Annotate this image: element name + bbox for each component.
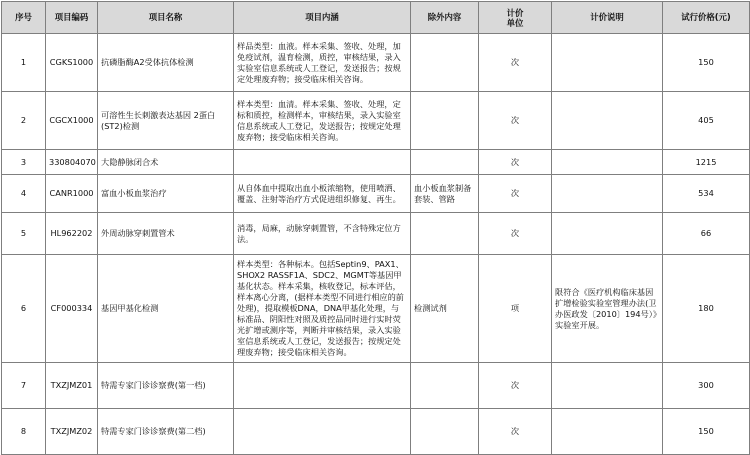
header-unit: 计价 单位	[479, 2, 552, 34]
table-row	[2, 255, 750, 363]
row-name: 抗磷脂酶A2受体抗体检测	[98, 34, 234, 92]
row-content: 从自体血中提取出血小板浓缩物，使用喷洒、覆盖、注射等治疗方式促进组织修复、再生。	[234, 175, 411, 213]
row-name: 特需专家门诊诊察费(第二档)	[98, 409, 234, 455]
row-unit: 次	[479, 363, 552, 409]
row-unit: 次	[479, 150, 552, 175]
row-code: 330804070	[46, 150, 98, 175]
row-name: 特需专家门诊诊察费(第一档)	[98, 363, 234, 409]
table-row	[2, 213, 750, 255]
header-note: 计价说明	[552, 2, 663, 34]
row-content	[234, 150, 411, 175]
header-seq: 序号	[2, 2, 46, 34]
row-note	[552, 34, 663, 92]
row-note	[552, 175, 663, 213]
row-price: 1215	[663, 150, 750, 175]
row-seq: 3	[2, 150, 46, 175]
row-name: 可溶性生长刺激表达基因 2蛋白(ST2)检测	[98, 92, 234, 150]
row-name: 大隐静脉闭合术	[98, 150, 234, 175]
row-price: 180	[663, 255, 750, 363]
row-content	[234, 363, 411, 409]
row-name: 富血小板血浆治疗	[98, 175, 234, 213]
row-seq: 6	[2, 255, 46, 363]
row-excluded	[411, 34, 479, 92]
row-excluded: 血小板血浆制备套装、管路	[411, 175, 479, 213]
row-code: CGKS1000	[46, 34, 98, 92]
row-price: 300	[663, 363, 750, 409]
row-content	[234, 92, 411, 150]
row-excluded	[411, 92, 479, 150]
row-note	[552, 363, 663, 409]
row-unit: 次	[479, 213, 552, 255]
row-price: 150	[663, 409, 750, 455]
row-seq: 4	[2, 175, 46, 213]
header-code: 项目编码	[46, 2, 98, 34]
row-code: CGCX1000	[46, 92, 98, 150]
row-unit: 次	[479, 34, 552, 92]
row-price: 534	[663, 175, 750, 213]
table-row	[2, 34, 750, 92]
row-price: 66	[663, 213, 750, 255]
header-row	[2, 2, 750, 34]
row-price: 150	[663, 34, 750, 92]
row-name: 外周动脉穿刺置管术	[98, 213, 234, 255]
row-content	[234, 409, 411, 455]
header-excluded: 除外内容	[411, 2, 479, 34]
row-content-text: 样本类型：各种标本。包括Septin9、PAX1、SHOX2 RASSF1A、SDC2、MGMT等基因甲基化状态。样本采集，核收登记，标本评估，样本离心分离，(据样本类型不同进行相应的前处理)，提取模板DNA，DNA甲基化处理，与标准品、阴阳性对照及质控品同时进行实时荧光扩增或测序等，判断并审核结果，录入实验室信息系统或人工登记，发送报告；按规定处理废弃物；接受临床相关咨询。	[237, 259, 404, 357]
row-code: CF000334	[46, 255, 98, 363]
row-code: TXZJMZ02	[46, 409, 98, 455]
table-row	[2, 175, 750, 213]
row-code: CANR1000	[46, 175, 98, 213]
row-note	[552, 409, 663, 455]
row-content-text: 样本类型：血清。样本采集、签收、处理，定标和质控，检测样本，审核结果，录入实验室信息系统或人工登记，发送报告；按规定处理废弃物；接受临床相关咨询。	[237, 98, 401, 142]
table-row	[2, 150, 750, 175]
row-code: HL962202	[46, 213, 98, 255]
row-note	[552, 213, 663, 255]
row-code: TXZJMZ01	[46, 363, 98, 409]
row-note	[552, 150, 663, 175]
row-price: 405	[663, 92, 750, 150]
row-seq: 5	[2, 213, 46, 255]
row-content: 消毒，局麻，动脉穿刺置管，不含特殊定位方法。	[234, 213, 411, 255]
row-seq: 7	[2, 363, 46, 409]
row-excluded	[411, 150, 479, 175]
row-content-text: 样品类型：血液。样本采集、签收、处理，加免疫试剂，温育检测，质控，审核结果，录入实验室信息系统或人工登记，发送报告；按规定处理废弃物；接受临床相关咨询。	[237, 40, 401, 84]
row-excluded	[411, 409, 479, 455]
row-unit: 次	[479, 409, 552, 455]
row-seq: 8	[2, 409, 46, 455]
row-excluded: 检测试剂	[411, 255, 479, 363]
row-seq: 2	[2, 92, 46, 150]
row-note	[552, 92, 663, 150]
table-row	[2, 92, 750, 150]
row-name: 基因甲基化检测	[98, 255, 234, 363]
row-excluded	[411, 213, 479, 255]
row-seq: 1	[2, 34, 46, 92]
fee-table	[1, 1, 750, 455]
row-content	[234, 255, 411, 363]
row-unit: 项	[479, 255, 552, 363]
table-row	[2, 409, 750, 455]
row-excluded	[411, 363, 479, 409]
row-unit: 次	[479, 175, 552, 213]
header-name: 项目名称	[98, 2, 234, 34]
row-note: 限符合《医疗机构临床基因扩增检验实验室管理办法(卫办医政发〔2010〕194号）》实验室开展。	[552, 255, 663, 363]
header-content: 项目内涵	[234, 2, 411, 34]
header-price: 试行价格(元)	[663, 2, 750, 34]
table-row	[2, 363, 750, 409]
row-unit: 次	[479, 92, 552, 150]
row-content	[234, 34, 411, 92]
